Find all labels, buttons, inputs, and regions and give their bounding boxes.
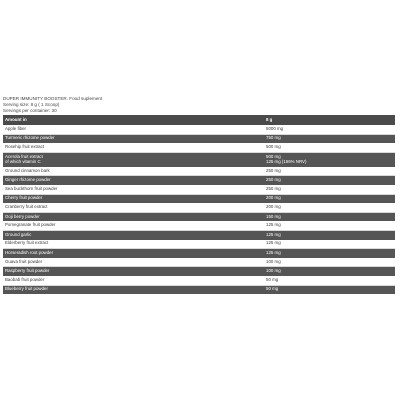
ingredient-amount <box>264 249 395 258</box>
table-row <box>3 125 395 134</box>
ingredient-amount <box>264 230 395 239</box>
ingredient-amount <box>264 194 395 203</box>
ingredient-amount-line: 100 mg <box>266 268 281 274</box>
ingredient-amount-line: 50 mg <box>266 276 279 282</box>
ingredient-amount-line: 250 mg <box>266 185 281 191</box>
table-row <box>3 203 395 212</box>
ingredient-amount <box>264 276 395 285</box>
ingredient-amount-line: 200 mg <box>266 204 281 210</box>
ingredient-amount <box>264 258 395 267</box>
ingredient-amount-line: 125 mg <box>266 222 281 228</box>
ingredient-amount <box>264 285 395 294</box>
table-header-row <box>3 115 395 125</box>
ingredient-amount-line: 150 mg <box>266 213 281 219</box>
ingredient-name-line: Turmeric rhizome powder <box>5 135 55 141</box>
table-row <box>3 249 395 258</box>
table-row <box>3 267 395 276</box>
ingredient-amount-line: 500 mg <box>266 144 281 150</box>
ingredient-name-line: Ground garlic <box>5 231 32 237</box>
ingredient-name <box>3 258 264 267</box>
ingredient-amount <box>264 221 395 230</box>
ingredient-amount <box>264 134 395 143</box>
ingredient-name <box>3 167 264 176</box>
ingredient-amount-line: 200 mg <box>266 195 281 201</box>
table-row <box>3 134 395 143</box>
ingredient-name-line: Guava fruit powder <box>5 258 43 264</box>
ingredient-name-line: Apple fiber <box>5 125 26 131</box>
ingredient-amount-line: 250 mg <box>266 177 281 183</box>
ingredient-amount <box>264 212 395 221</box>
ingredient-name <box>3 240 264 249</box>
supplement-facts-document <box>3 96 395 294</box>
ingredient-name-line: Baobab fruit powder <box>5 276 45 282</box>
table-row <box>3 167 395 176</box>
ingredient-name <box>3 125 264 134</box>
ingredient-name <box>3 152 264 167</box>
ingredient-name <box>3 221 264 230</box>
ingredient-name-line: Cranberry fruit extract <box>5 204 48 210</box>
ingredient-amount-line: 250 mg <box>266 167 281 173</box>
table-row <box>3 194 395 203</box>
ingredient-amount <box>264 167 395 176</box>
table-row <box>3 176 395 185</box>
ingredient-amount-line: 125 mg <box>266 240 281 246</box>
table-row <box>3 258 395 267</box>
ingredients-table-body <box>3 125 395 294</box>
ingredient-amount-line: 750 mg <box>266 135 281 141</box>
ingredient-amount-line: 50 mg <box>266 286 279 292</box>
ingredient-name <box>3 285 264 294</box>
ingredient-name <box>3 249 264 258</box>
ingredient-name-line: Goji berry powder <box>5 213 40 219</box>
ingredient-amount-line: 100 mg <box>266 258 281 264</box>
ingredient-name-line: Cherry fruit powder <box>5 195 43 201</box>
ingredient-name <box>3 230 264 239</box>
product-line: DUPER IMMUNITY BOOSTER. Food suplement <box>3 96 103 101</box>
ingredient-amount-line: 5000 mg <box>266 125 284 131</box>
column-header-ingredient: Amount in <box>3 115 264 125</box>
ingredient-name-line: Elderberry fruit extract <box>5 240 49 246</box>
ingredient-amount <box>264 143 395 152</box>
ingredients-table <box>3 115 395 294</box>
ingredient-name-line: Ginger rhizome powder <box>5 177 51 183</box>
ingredient-amount <box>264 240 395 249</box>
ingredient-name <box>3 203 264 212</box>
ingredient-amount <box>264 203 395 212</box>
column-header-amount: 8 g <box>264 115 395 125</box>
ingredient-name-line: Sea buckthorn fruit powder <box>5 185 58 191</box>
table-row <box>3 240 395 249</box>
ingredient-name-line: Ground cinnamon bark <box>5 167 50 173</box>
ingredient-amount-line: 125 mg (156% NRV) <box>266 158 307 164</box>
ingredient-name <box>3 194 264 203</box>
ingredient-name-line: Blueberry fruit powder <box>5 286 48 292</box>
ingredient-name <box>3 212 264 221</box>
ingredient-name-line: Raspberry fruit powder <box>5 268 50 274</box>
table-row <box>3 276 395 285</box>
ingredient-name <box>3 176 264 185</box>
table-row <box>3 152 395 167</box>
table-row <box>3 143 395 152</box>
ingredient-name <box>3 276 264 285</box>
ingredient-amount <box>264 267 395 276</box>
ingredient-name-line: Acerola fruit extract <box>5 153 43 159</box>
ingredient-amount <box>264 152 395 167</box>
table-row <box>3 221 395 230</box>
ingredient-name <box>3 267 264 276</box>
ingredient-name-line: Rosehip fruit extract <box>5 144 45 150</box>
serving-size: Serving size: 8 g ( 1 Scoop) <box>3 102 60 107</box>
ingredient-name-line: Horseradish root powder <box>5 250 54 256</box>
ingredient-name <box>3 134 264 143</box>
ingredient-name <box>3 143 264 152</box>
servings-per-container: Servings per container: 30 <box>3 108 57 113</box>
ingredient-amount <box>264 125 395 134</box>
ingredient-amount-line: 125 mg <box>266 231 281 237</box>
ingredient-amount-line: 500 mg <box>266 153 281 159</box>
ingredient-name <box>3 185 264 194</box>
table-row <box>3 185 395 194</box>
ingredient-amount <box>264 176 395 185</box>
ingredient-amount-line: 125 mg <box>266 250 281 256</box>
ingredient-name-line: of which vitamin C <box>5 158 41 164</box>
ingredient-name-line: Pomegranate fruit powder <box>5 222 56 228</box>
ingredient-amount <box>264 185 395 194</box>
product-header <box>3 96 395 114</box>
table-row <box>3 212 395 221</box>
table-row <box>3 230 395 239</box>
table-row <box>3 285 395 294</box>
